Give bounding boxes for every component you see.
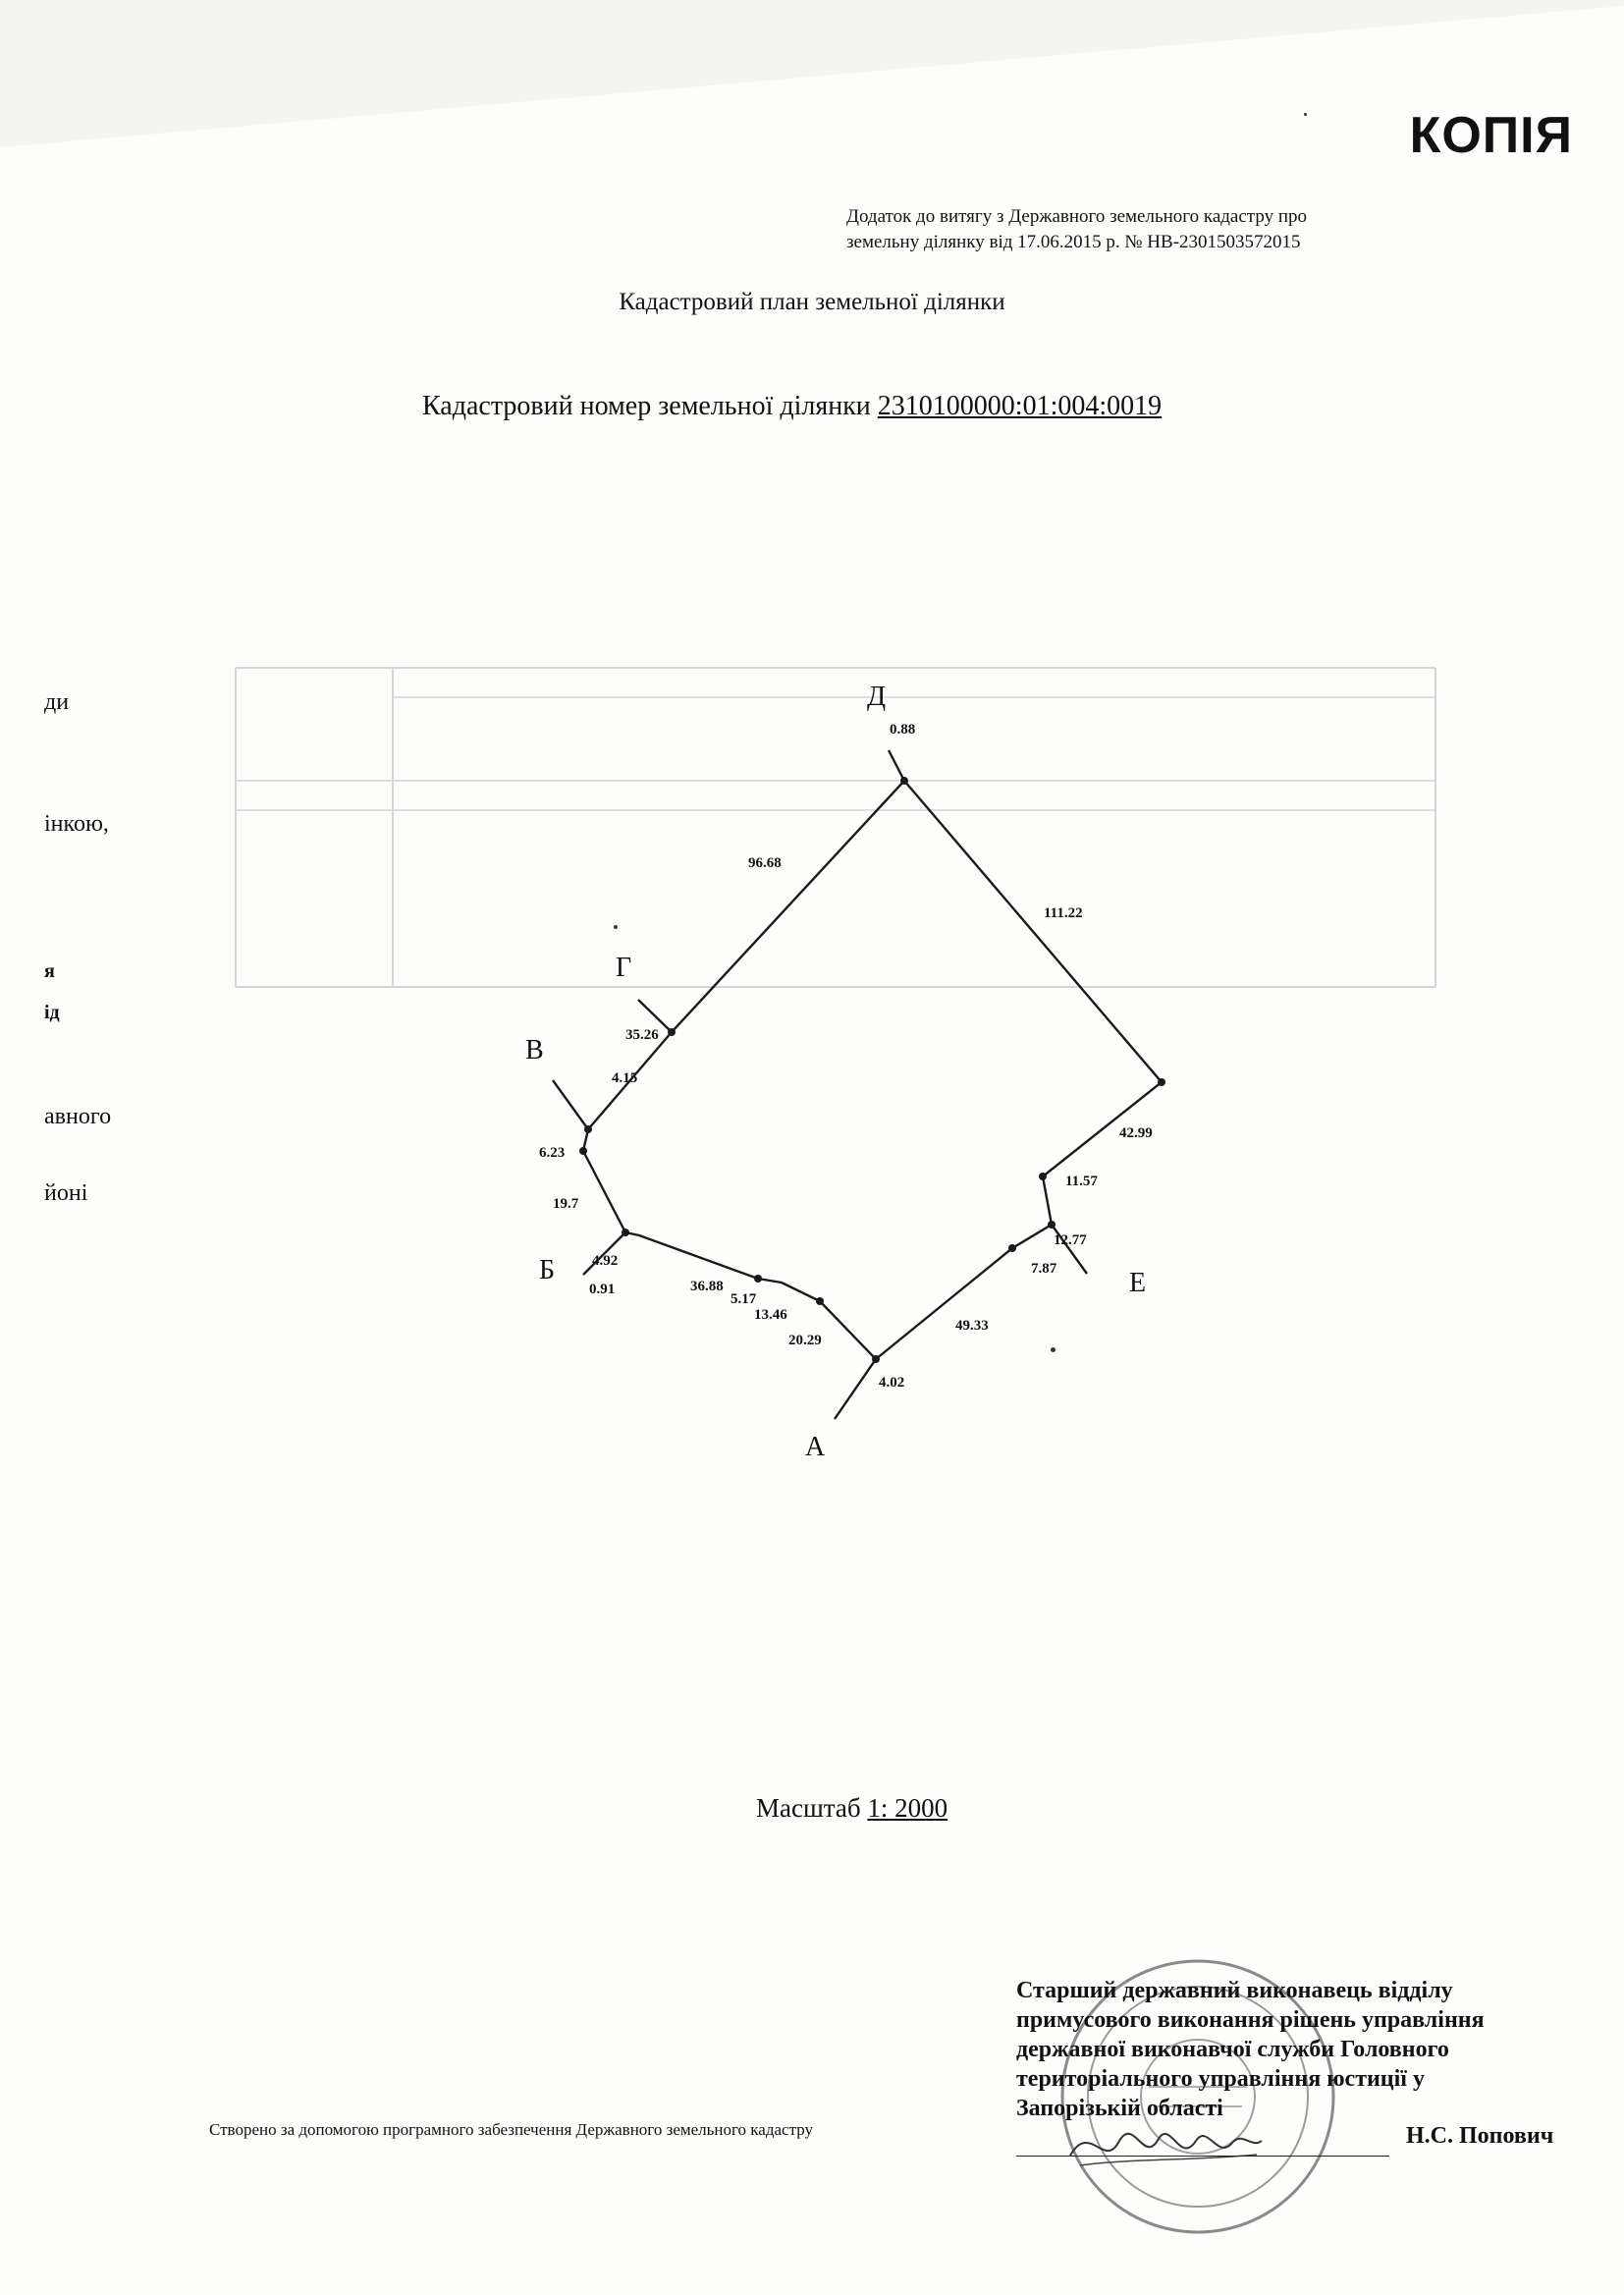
scan-speck [1304, 113, 1307, 116]
distance-label: 12.77 [1054, 1232, 1087, 1248]
copy-mark: КОПІЯ [1409, 107, 1573, 164]
distance-label: 0.88 [890, 722, 916, 738]
vertex-point [584, 1125, 592, 1133]
boundary-line [583, 781, 1162, 1359]
vertex-label-v: В [525, 1035, 544, 1066]
scale-label: Масштаб [756, 1793, 861, 1823]
vertex-point [1158, 1078, 1165, 1086]
distance-label: 42.99 [1119, 1125, 1153, 1141]
vertex-label-d: Д [867, 682, 887, 712]
vertex-point [754, 1275, 762, 1283]
tick-line-v [553, 1080, 588, 1129]
distance-label: 4.15 [612, 1070, 638, 1086]
distance-label: 11.57 [1065, 1174, 1098, 1189]
distance-label: 4.02 [879, 1375, 905, 1391]
vertex-point [579, 1147, 587, 1155]
handwritten-signature [1060, 2111, 1267, 2180]
distance-label: 0.91 [589, 1282, 616, 1297]
scan-speck [614, 925, 618, 929]
margin-fragment: авного [44, 1104, 112, 1129]
vertex-label-e: Е [1129, 1268, 1147, 1298]
tick-line-d [889, 750, 904, 781]
cadastral-label: Кадастровий номер земельної ділянки [422, 391, 871, 421]
margin-fragment: ід [44, 1002, 60, 1023]
cadastral-number: 2310100000:01:004:0019 [877, 391, 1163, 421]
vertex-point [900, 777, 908, 785]
vertex-point [622, 1229, 629, 1236]
scale-value: 1: 2000 [867, 1793, 948, 1823]
margin-fragment: я [44, 960, 55, 982]
signatory-block [1016, 1976, 1485, 2123]
signatory-line-4: територіального управління юстиції у [1016, 2066, 1425, 2092]
distance-label: 7.87 [1031, 1261, 1057, 1277]
distance-label: 35.26 [625, 1027, 659, 1043]
scale-line [756, 1793, 947, 1824]
distance-label: 96.68 [748, 855, 782, 871]
distance-label: 20.29 [788, 1333, 822, 1348]
vertex-label-b: Б [539, 1255, 556, 1285]
tick-line-a [835, 1359, 876, 1419]
margin-fragment: йоні [44, 1180, 88, 1206]
distance-label: 36.88 [690, 1279, 724, 1294]
vertex-point [1008, 1244, 1016, 1252]
distance-label: 49.33 [955, 1318, 989, 1334]
vertex-point [816, 1297, 824, 1305]
distance-label: 111.22 [1044, 905, 1083, 921]
appendix-line-1: Додаток до витягу з Державного земельного кадастру про [846, 206, 1307, 227]
vertex-point [1039, 1173, 1047, 1180]
distance-label: 6.23 [539, 1145, 566, 1161]
signature-line [1016, 2156, 1389, 2157]
vertex-point [1048, 1221, 1056, 1229]
signatory-line-1: Старший державний виконавець відділу [1016, 1978, 1453, 2003]
vertex-point [872, 1355, 880, 1363]
distance-label: 19.7 [553, 1196, 579, 1212]
footer-note: Створено за допомогою програмного забезпечення Державного земельного кадастру [209, 2120, 814, 2139]
appendix-line-2: земельну ділянку від 17.06.2015 р. № НВ-2301503572015 [846, 232, 1301, 252]
margin-fragment: інкою, [44, 811, 109, 837]
margin-fragment: ди [44, 689, 70, 715]
vertex-point [668, 1028, 676, 1036]
signatory-line-5: Запорізькій області [1016, 2096, 1223, 2121]
signatory-line-2: примусового виконання рішень управління [1016, 2007, 1485, 2033]
distance-label: 4.92 [592, 1253, 619, 1269]
distance-label: 13.46 [754, 1307, 787, 1323]
vertex-label-a: А [805, 1432, 826, 1462]
scan-speck [1051, 1347, 1056, 1352]
distance-label: 5.17 [731, 1291, 757, 1307]
vertex-label-g: Г [616, 953, 632, 983]
signatory-name: Н.С. Попович [1406, 2123, 1554, 2149]
page-title: Кадастровий план земельної ділянки [619, 289, 1005, 315]
signatory-line-3: державної виконавчої служби Головного [1016, 2037, 1449, 2062]
